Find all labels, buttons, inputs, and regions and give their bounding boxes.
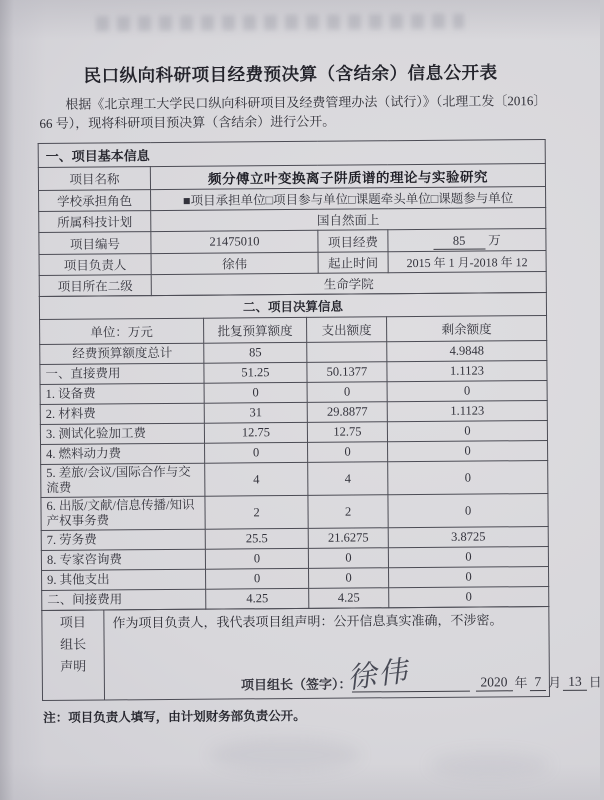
date-day-unit: 日 <box>588 674 602 690</box>
date-group <box>475 672 603 692</box>
signature-line <box>351 678 469 693</box>
date-month-unit: 月 <box>548 674 562 691</box>
period-label: 起止时间 <box>318 252 388 274</box>
college-label: 项目所在二级 <box>39 275 151 297</box>
cell-spent: 0 <box>309 568 389 589</box>
section2-heading: 二、项目决算信息 <box>39 293 546 320</box>
basic-info-table <box>38 139 547 297</box>
ink-bleedthrough-bottom <box>210 738 360 772</box>
budget-table <box>39 292 549 611</box>
side-label-line: 声明 <box>60 658 87 674</box>
cell-spent: 4 <box>308 462 388 496</box>
cell-remaining: 3.8725 <box>388 526 548 547</box>
col-header-unit: 单位：万元 <box>40 318 204 344</box>
cell-remaining: 0 <box>387 381 547 402</box>
funds-unit: 万 <box>488 233 501 248</box>
page-title: 民口纵向科研项目经费预决算（含结余）信息公开表 <box>83 62 498 86</box>
cell-spent <box>307 342 387 363</box>
cell-remaining: 0 <box>388 566 548 587</box>
cell-remaining: 0 <box>388 546 548 567</box>
cell-approved: 0 <box>205 442 308 463</box>
school-role-label: 学校承担角色 <box>39 190 151 212</box>
row-name: 一、直接费用 <box>40 363 204 384</box>
period-value: 2015 年 1 月-2018 年 12 <box>388 251 546 273</box>
cell-spent: 50.1377 <box>307 362 387 383</box>
row-name: 二、间接费用 <box>42 589 206 610</box>
cell-approved: 31 <box>204 402 307 423</box>
declaration-statement: 作为项目负责人，我代表项目组声明：公开信息真实准确，不涉密。 <box>112 612 503 631</box>
row-name: 6. 出版/文献/信息传播/知识产权事务费 <box>41 496 205 530</box>
side-label-line: 组长 <box>60 636 87 652</box>
row-name: 7. 劳务费 <box>41 529 205 550</box>
cell-remaining: 4.9848 <box>387 341 547 362</box>
ink-bleedthrough-bottom <box>430 752 550 778</box>
section1-heading: 一、项目基本信息 <box>38 140 545 168</box>
cell-approved: 2 <box>205 495 308 529</box>
row-name: 8. 专家咨询费 <box>41 549 205 570</box>
cell-approved: 0 <box>206 568 309 589</box>
cell-remaining: 0 <box>388 441 548 462</box>
declaration-content <box>104 606 602 699</box>
cell-spent: 12.75 <box>307 422 387 443</box>
cell-spent: 0 <box>308 548 388 569</box>
date-day: 13 <box>563 674 587 691</box>
cell-spent: 2 <box>308 495 388 529</box>
form-document <box>37 56 602 726</box>
cell-approved: 85 <box>204 342 307 363</box>
school-role-checkboxes: ■项目承担单位□项目参与单位□课题牵头单位□课题参与单位 <box>151 187 546 211</box>
row-name: 4. 燃料动力费 <box>41 443 205 464</box>
project-funds-value <box>388 229 546 252</box>
cell-remaining: 1.1123 <box>387 401 547 422</box>
side-label-line: 项目 <box>59 614 86 630</box>
cell-approved: 51.25 <box>204 362 307 383</box>
project-funds-label: 项目经费 <box>318 230 388 253</box>
intro-paragraph: 根据《北京理工大学民口纵向科研项目及经费管理办法（试行）》（北理工发〔2016〕66 号），现将科研项目预决算（含结余）进行公开。 <box>39 93 540 131</box>
declaration-row <box>42 606 550 700</box>
cell-remaining: 0 <box>388 461 548 495</box>
project-name-value: 频分傅立叶变换离子阱质谱的理论与实验研究 <box>150 164 545 190</box>
row-name: 9. 其他支出 <box>42 569 206 590</box>
row-name: 2. 材料费 <box>40 403 204 424</box>
col-header-approved: 批复预算额度 <box>204 317 307 343</box>
sign-line <box>105 672 602 694</box>
date-year-unit: 年 <box>514 675 528 691</box>
cell-spent: 0 <box>308 442 388 463</box>
declaration-table <box>41 606 602 701</box>
declaration-side-label <box>42 610 105 700</box>
cell-approved: 4 <box>205 462 308 496</box>
cell-approved: 12.75 <box>204 422 307 443</box>
cell-remaining: 0 <box>387 421 547 442</box>
row-name: 经费预算额度总计 <box>40 343 204 364</box>
leader-label: 项目负责人 <box>39 254 151 276</box>
cell-spent: 4.25 <box>309 588 389 609</box>
sign-label: 项目组长（签字）： <box>240 676 352 693</box>
cell-approved: 0 <box>205 548 308 569</box>
leader-value: 徐伟 <box>151 252 318 274</box>
footnote: 注：项目负责人填写，由计划财务部负责公开。 <box>43 708 306 725</box>
row-name: 1. 设备费 <box>40 383 204 404</box>
cell-remaining: 0 <box>389 586 549 607</box>
cell-approved: 25.5 <box>205 528 308 549</box>
college-value: 生命学院 <box>151 272 546 296</box>
cell-remaining: 1.1123 <box>387 361 547 382</box>
cell-approved: 0 <box>204 382 307 403</box>
cell-remaining: 0 <box>388 494 548 528</box>
cell-spent: 0 <box>307 382 387 403</box>
cell-spent: 29.8877 <box>307 402 387 423</box>
budget-row-travel <box>41 461 548 498</box>
col-header-spent: 支出额度 <box>307 317 387 343</box>
row-name: 5. 差旅/会议/国际合作与交流费 <box>41 463 205 497</box>
project-code-label: 项目编号 <box>39 232 151 255</box>
row-name: 3. 测试化验加工费 <box>40 423 204 444</box>
budget-row-publication <box>41 494 548 531</box>
col-header-remaining: 剩余额度 <box>387 316 547 342</box>
date-year: 2020 <box>475 674 512 691</box>
project-code-value: 21475010 <box>151 230 318 253</box>
funds-amount: 85 <box>433 233 485 249</box>
program-value: 国自然面上 <box>151 208 546 232</box>
ink-bleedthrough-top <box>96 14 464 32</box>
date-month: 7 <box>529 674 546 691</box>
signature-handwriting: 徐伟 <box>345 655 411 696</box>
program-label: 所属科技计划 <box>39 211 151 233</box>
project-name-label: 项目名称 <box>38 167 150 191</box>
cell-approved: 4.25 <box>206 588 309 609</box>
cell-spent: 21.6275 <box>308 528 388 549</box>
